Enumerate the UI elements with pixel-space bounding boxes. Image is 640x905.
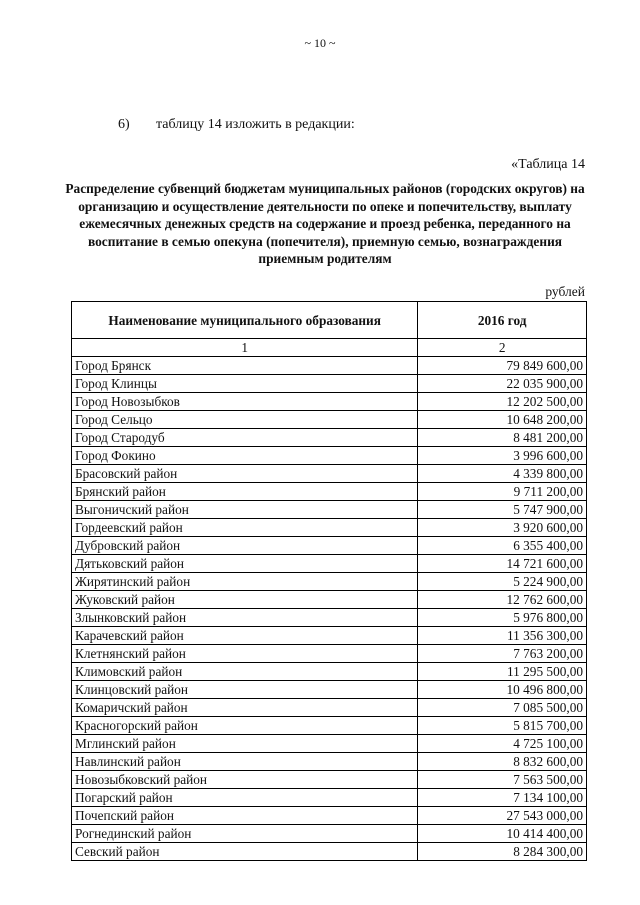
table-row [72, 519, 587, 537]
table-row [72, 843, 587, 861]
subvention-amount: 11 356 300,00 [418, 627, 587, 645]
table-row [72, 537, 587, 555]
column-index-row [72, 339, 587, 357]
municipality-name: Комаричский район [72, 699, 418, 717]
municipality-name: Севский район [72, 843, 418, 861]
table-row [72, 447, 587, 465]
subvention-amount: 5 224 900,00 [418, 573, 587, 591]
table-row [72, 483, 587, 501]
amendment-item [118, 117, 355, 133]
header-row [72, 302, 587, 339]
municipality-name: Дубровский район [72, 537, 418, 555]
subvention-amount: 11 295 500,00 [418, 663, 587, 681]
subvention-amount: 8 832 600,00 [418, 753, 587, 771]
table-row [72, 609, 587, 627]
municipality-name: Дятьковский район [72, 555, 418, 573]
subvention-amount: 6 355 400,00 [418, 537, 587, 555]
table-row [72, 429, 587, 447]
header-year: 2016 год [418, 302, 587, 339]
item-text: таблицу 14 изложить в редакции: [156, 117, 355, 132]
units-label: рублей [545, 284, 585, 299]
municipality-name: Навлинский район [72, 753, 418, 771]
municipality-name: Погарский район [72, 789, 418, 807]
subvention-amount: 3 996 600,00 [418, 447, 587, 465]
municipality-name: Клетнянский район [72, 645, 418, 663]
subvention-amount: 22 035 900,00 [418, 375, 587, 393]
table-row [72, 699, 587, 717]
subvention-amount: 5 815 700,00 [418, 717, 587, 735]
municipality-name: Почепский район [72, 807, 418, 825]
table-row [72, 357, 587, 375]
municipality-name: Карачевский район [72, 627, 418, 645]
municipality-name: Город Фокино [72, 447, 418, 465]
municipality-name: Клинцовский район [72, 681, 418, 699]
subvention-amount: 8 284 300,00 [418, 843, 587, 861]
table-row [72, 555, 587, 573]
subvention-amount: 8 481 200,00 [418, 429, 587, 447]
table-row [72, 789, 587, 807]
page-number: ~ 10 ~ [304, 36, 336, 50]
table-reference: «Таблица 14 [511, 157, 585, 172]
subvention-amount: 27 543 000,00 [418, 807, 587, 825]
subvention-amount: 10 496 800,00 [418, 681, 587, 699]
table-row [72, 591, 587, 609]
table-row [72, 681, 587, 699]
item-number: 6) [118, 117, 130, 132]
subvention-amount: 9 711 200,00 [418, 483, 587, 501]
table-row [72, 393, 587, 411]
municipality-name: Красногорский район [72, 717, 418, 735]
subvention-amount: 5 747 900,00 [418, 501, 587, 519]
municipality-name: Климовский район [72, 663, 418, 681]
table-row [72, 717, 587, 735]
column-index-2: 2 [418, 339, 587, 357]
municipality-name: Новозыбковский район [72, 771, 418, 789]
municipality-name: Город Сельцо [72, 411, 418, 429]
subvention-amount: 12 202 500,00 [418, 393, 587, 411]
municipality-name: Жирятинский район [72, 573, 418, 591]
table-row [72, 753, 587, 771]
table-row [72, 807, 587, 825]
municipality-name: Город Брянск [72, 357, 418, 375]
column-index-1: 1 [72, 339, 418, 357]
table-row [72, 411, 587, 429]
subvention-amount: 7 134 100,00 [418, 789, 587, 807]
subvention-amount: 14 721 600,00 [418, 555, 587, 573]
municipality-name: Город Новозыбков [72, 393, 418, 411]
municipality-name: Город Стародуб [72, 429, 418, 447]
subvention-table [71, 301, 587, 861]
table-row [72, 645, 587, 663]
subvention-amount: 4 339 800,00 [418, 465, 587, 483]
subvention-amount: 7 563 500,00 [418, 771, 587, 789]
table-row [72, 735, 587, 753]
municipality-name: Рогнединский район [72, 825, 418, 843]
table-row [72, 375, 587, 393]
subvention-amount: 7 085 500,00 [418, 699, 587, 717]
table-title: Распределение субвенций бюджетам муниципальных районов (городских округов) на организацию и осуществление деятельности по опеке и попечительству, выплату ежемесячных денежных средств на содержание и проезд ребенка, переданного на воспитание в семью опекуна (попечителя), приемную семью, вознаграждения приемным родителям [65, 181, 585, 267]
subvention-amount: 79 849 600,00 [418, 357, 587, 375]
table-row [72, 627, 587, 645]
municipality-name: Жуковский район [72, 591, 418, 609]
municipality-name: Брасовский район [72, 465, 418, 483]
municipality-name: Брянский район [72, 483, 418, 501]
subvention-amount: 10 648 200,00 [418, 411, 587, 429]
table-row [72, 573, 587, 591]
subvention-amount: 7 763 200,00 [418, 645, 587, 663]
municipality-name: Город Клинцы [72, 375, 418, 393]
subvention-amount: 5 976 800,00 [418, 609, 587, 627]
table-row [72, 825, 587, 843]
table-row [72, 501, 587, 519]
table-row [72, 663, 587, 681]
municipality-name: Гордеевский район [72, 519, 418, 537]
subvention-amount: 3 920 600,00 [418, 519, 587, 537]
municipality-name: Мглинский район [72, 735, 418, 753]
subvention-amount: 4 725 100,00 [418, 735, 587, 753]
municipality-name: Злынковский район [72, 609, 418, 627]
table-row [72, 465, 587, 483]
subvention-amount: 10 414 400,00 [418, 825, 587, 843]
municipality-name: Выгоничский район [72, 501, 418, 519]
subvention-amount: 12 762 600,00 [418, 591, 587, 609]
header-name: Наименование муниципального образования [72, 302, 418, 339]
table-row [72, 771, 587, 789]
